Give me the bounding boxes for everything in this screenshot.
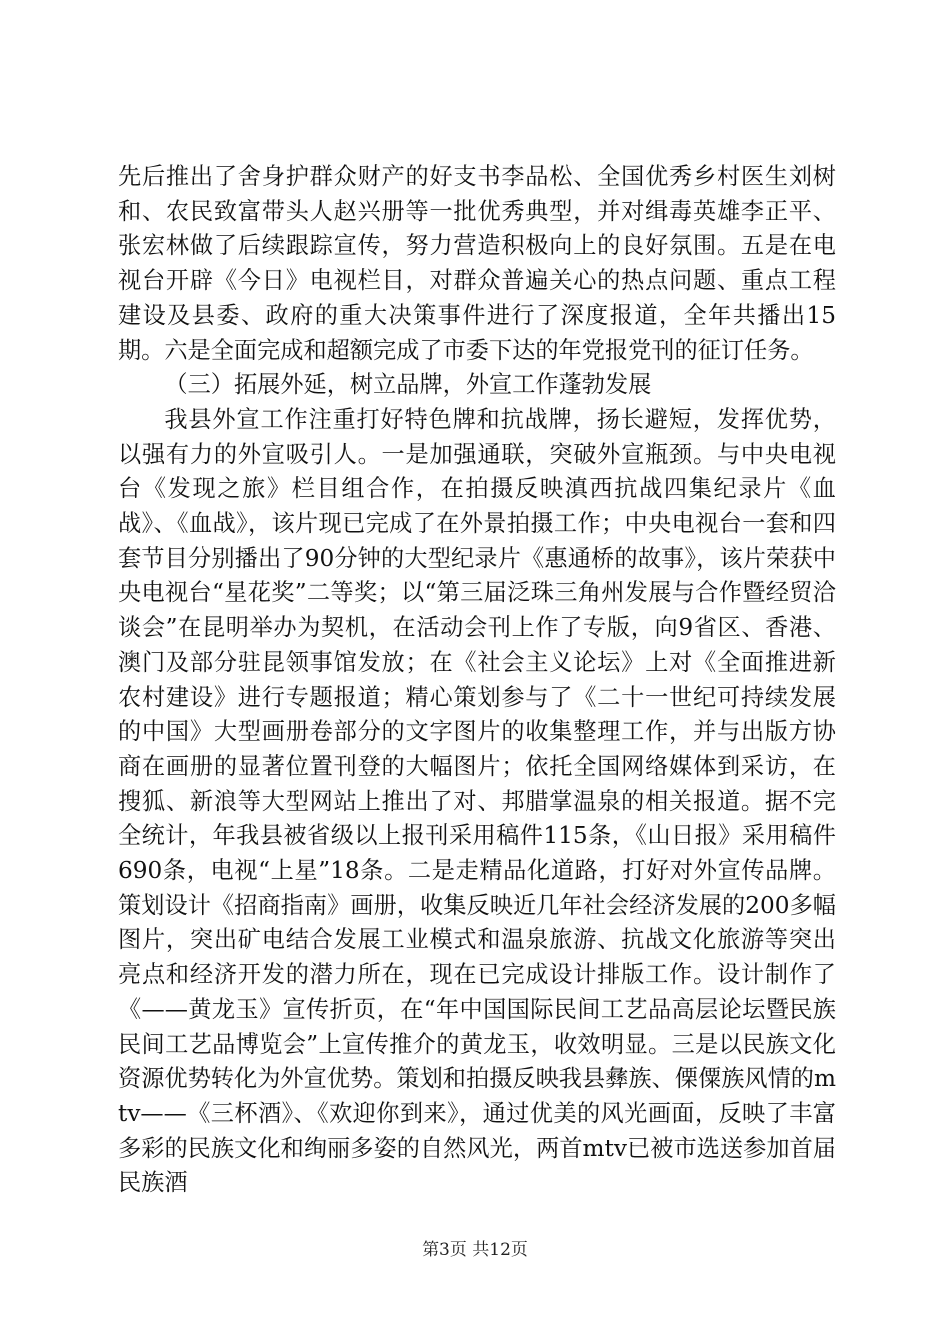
paragraph-continuation: 先后推出了舍身护群众财产的好支书李品松、全国优秀乡村医生刘树和、农民致富带头人赵兴册等一批优秀典型，并对缉毒英雄李正平、张宏林做了后续跟踪宣传，努力营造积极向上的良好氛围。五是在电视台开辟《今日》电视栏目，对群众普遍关心的热点问题、重点工程建设及县委、政府的重大决策事件进行了深度报道，全年共播出15期。六是全面完成和超额完成了市委下达的年党报党刊的征订任务。 [118, 163, 836, 364]
page-footer: 第3页 共12页 [422, 1240, 528, 1260]
paragraph-external-publicity: 我县外宣工作注重打好特色牌和抗战牌，扬长避短，发挥优势，以强有力的外宣吸引人。一是加强通联，突破外宣瓶颈。与中央电视台《发现之旅》栏目组合作，在拍摄反映滇西抗战四集纪录片《血战》、《血战》，该片现已完成了在外景拍摄工作；中央电视台一套和四套节目分别播出了90分钟的大型纪录片《惠通桥的故事》，该片荣获中央电视台“星花奖”二等奖；以“第三届泛珠三角州发展与合作暨经贸洽谈会”在昆明举办为契机，在活动会刊上作了专版，向9省区、香港、澳门及部分驻昆领事馆发放；在《社会主义论坛》上对《全面推进新农村建设》进行专题报道；精心策划参与了《二十一世纪可持续发展的中国》大型画册卷部分的文字图片的收集整理工作，并与出版方协商在画册的显著位置刊登的大幅图片；依托全国网络媒体到采访，在搜狐、新浪等大型网站上推出了对、邦腊掌温泉的相关报道。据不完全统计，年我县被省级以上报刊采用稿件115条，《山日报》采用稿件690条，电视“上星”18条。二是走精品化道路，打好对外宣传品牌。策划设计《招商指南》画册，收集反映近几年社会经济发展的200多幅图片，突出矿电结合发展工业模式和温泉旅游、抗战文化旅游等突出亮点和经济开发的潜力所在，现在已完成设计排版工作。设计制作了《——黄龙玉》宣传折页，在“年中国国际民间工艺品高层论坛暨民族民间工艺品博览会”上宣传推介的黄龙玉，收效明显。三是以民族文化资源优势转化为外宣优势。策划和拍摄反映我县彝族、傈僳族风情的mtv——《三杯酒》、《欢迎你到来》，通过优美的风光画面，反映了丰富多彩的民族文化和绚丽多姿的自然风光，两首mtv已被市选送参加首届民族酒 [118, 405, 836, 1197]
section-heading: （三）拓展外延，树立品牌，外宣工作蓬勃发展 [164, 371, 652, 399]
document-body [118, 160, 836, 1201]
